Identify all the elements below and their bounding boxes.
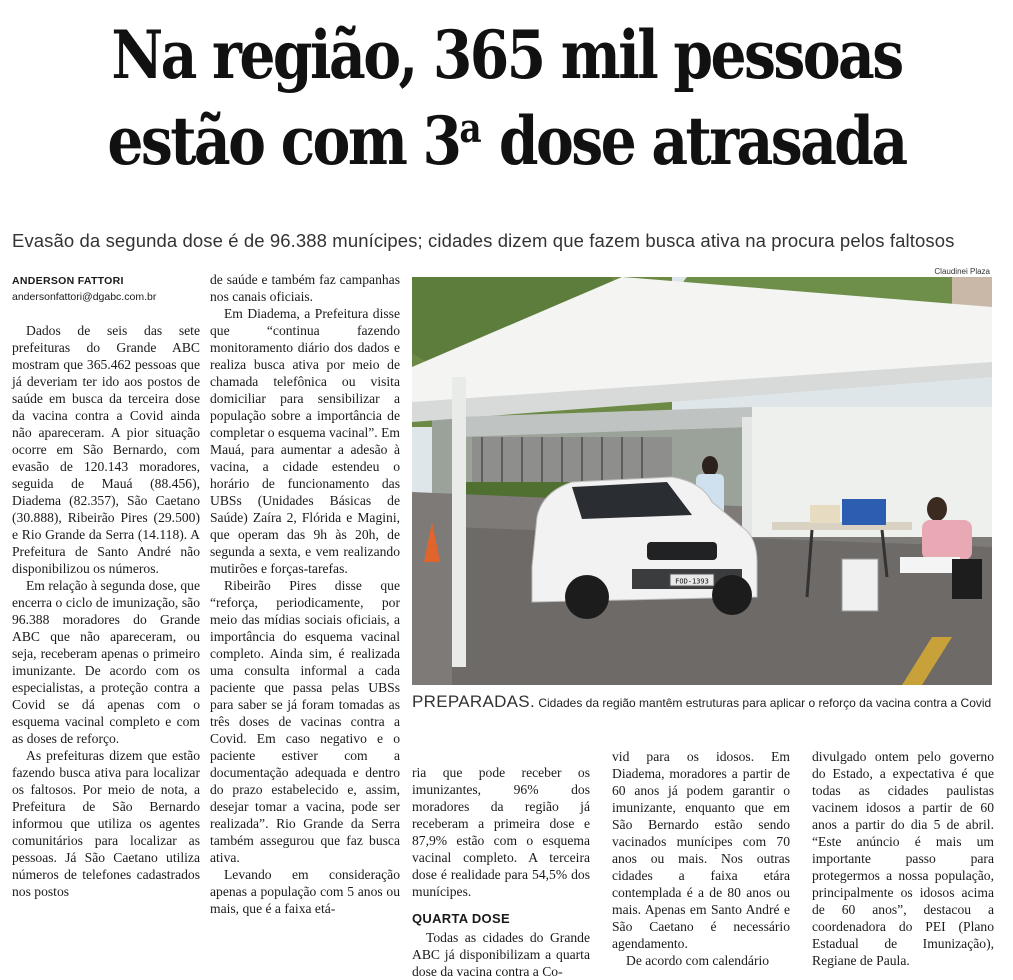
ordinal-indicator: a	[459, 105, 482, 152]
nurse-seated-head	[927, 497, 947, 521]
photo-caption	[412, 692, 997, 712]
paragraph: ria que pode receber os imunizantes, 96% dos moradores da região já receberam a primeira dose e 87,9% estão com o esquema vacinal completo. A terceira dose é realidade para 54,5% dos munícipes.	[412, 765, 590, 899]
paragraph: Todas as cidades do Grande ABC já disponibilizam a quarta dose da vacina contra a Co-	[412, 930, 590, 979]
supplies-box	[810, 505, 840, 523]
news-photo	[412, 277, 992, 685]
paragraph: divulgado ontem pelo governo do Estado, a expectativa é que todas as cidades paulistas vacinem idosos a partir de 60 anos a partir do dia 5 de abril. “Este anúncio é mais um importante passo para protegermos a nossa população, principalmente os idosos acima de 60 anos”, destacou a coordenadora do PEI (Plano Estadual de Imunização), Regiane de Paula.	[812, 749, 994, 968]
paragraph: Dados de seis das sete prefeituras do Grande ABC mostram que 365.462 pessoas que já deveriam ter ido aos postos de saúde em busca da terceira dose da vacina contra a Covid ainda não apareceram. A pior situação ocorre em São Bernardo, com evasão de 120.143 moradores, seguida de Mauá (88.456), Diadema (82.357), São Caetano (30.888), Ribeirão Pires (29.500) e Rio Grande da Serra (14.118). A Prefeitura de Santo André não disponibilizou os números.	[12, 323, 200, 576]
suv-grille	[647, 542, 717, 560]
headline-line-1: Na região, 365 mil pessoas	[111, 16, 902, 94]
caption-tag: PREPARADAS.	[412, 692, 535, 711]
nurse-standing-head	[702, 456, 718, 476]
article-column-5	[812, 748, 994, 969]
headline-line-2-start: estão com 3	[107, 102, 460, 180]
caption-text: Cidades da região mantêm estruturas para aplicar o reforço da vacina contra a Covid	[538, 696, 992, 710]
article-column-1	[12, 322, 200, 900]
nurse-seated-body	[922, 520, 972, 560]
subtitle: Evasão da segunda dose é de 96.388 munícipes; cidades dizem que fazem busca ativa na procura pelos faltosos	[12, 230, 955, 251]
tent-pole-left	[452, 377, 466, 667]
paragraph: Ribeirão Pires disse que “reforça, periodicamente, por meio das mídias sociais oficiais, a importância do esquema vacinal completo. Ainda sim, é realizada uma consulta informal a cada paciente que passa pelas UBSs para saber se já foram tomadas as três doses de vacinas contra a Covid. Em caso negativo e o paciente estiver com a documentação adequada e dentro do prazo estabelecido e, assim, desejar tomar a vacina, pode ser realizada”. Rio Grande da Serra também assegurou que faz busca ativa.	[210, 578, 400, 865]
paragraph: Em Diadema, a Prefeitura disse que “continua fazendo monitoramento diário dos dados e realiza busca ativa por meio de chamada telefônica ou visita domiciliar para sensibilizar a população sobre a importância de completar o esquema vacinal”. Em Mauá, para aumentar a adesão à vacina, a cidade estendeu o horário de funcionamento das UBSs (Unidades Básicas de Saúde) Zaíra 2, Flórida e Magini, que operam das 9h às 20h, de segunda a sexta, e vem realizando mutirões e forças-tarefas.	[210, 306, 400, 576]
suv-wheel	[712, 575, 752, 615]
paragraph: vid para os idosos. Em Diadema, moradores a partir de 60 anos já podem garantir o imunizante, enquanto que em São Bernardo estão sendo vacinados munícipes com 70 anos ou mais. Nos outras cidades a faixa etára contemplada é a de 80 anos ou mais. Apenas em Santo André e São Caetano é necessário agendamento.	[612, 749, 790, 951]
trash-bin	[842, 559, 878, 611]
license-plate-text: FOD-1393	[675, 577, 709, 586]
headline	[80, 18, 934, 178]
section-heading: QUARTA DOSE	[412, 911, 510, 926]
chair	[952, 559, 982, 599]
suv-wheel	[565, 575, 609, 619]
paragraph: de saúde e também faz campanhas nos canais oficiais.	[210, 272, 400, 304]
author-email: andersonfattori@dgabc.com.br	[12, 291, 157, 303]
paragraph: As prefeituras dizem que estão fazendo busca ativa para localizar os faltosos. Por meio de nota, a Prefeitura de São Bernardo informou que utiliza os agentes comunitários para localizar as pessoas. Já São Caetano utiliza números de telefones cadastrados nos postos	[12, 748, 200, 899]
vaccination-tent-illustration	[412, 277, 992, 685]
headline-line-2-end: dose atrasada	[481, 102, 906, 180]
article-column-4	[612, 748, 790, 969]
article-column-2	[210, 271, 400, 917]
paragraph: De acordo com calendário	[626, 953, 770, 968]
article-column-3	[412, 764, 590, 980]
photo-credit: Claudinei Plaza	[934, 267, 990, 276]
byline	[12, 275, 202, 303]
author-name: ANDERSON FATTORI	[12, 275, 124, 287]
paragraph: Em relação à segunda dose, que encerra o ciclo de imunização, são 96.388 moradores do Grande ABC que não apareceram, ou seja, receberam apenas o primeiro imunizante. De acordo com os especialistas, a proteção contra a Covid se dá apenas com o esquema vacinal completo e com as doses de reforço.	[12, 578, 200, 746]
nurse-seated-legs	[900, 557, 960, 573]
paragraph: Levando em consideração apenas a população com 5 anos ou mais, que é a faixa etá-	[210, 867, 400, 916]
headline-line-2	[80, 92, 934, 178]
blue-cooler-box	[842, 499, 886, 525]
